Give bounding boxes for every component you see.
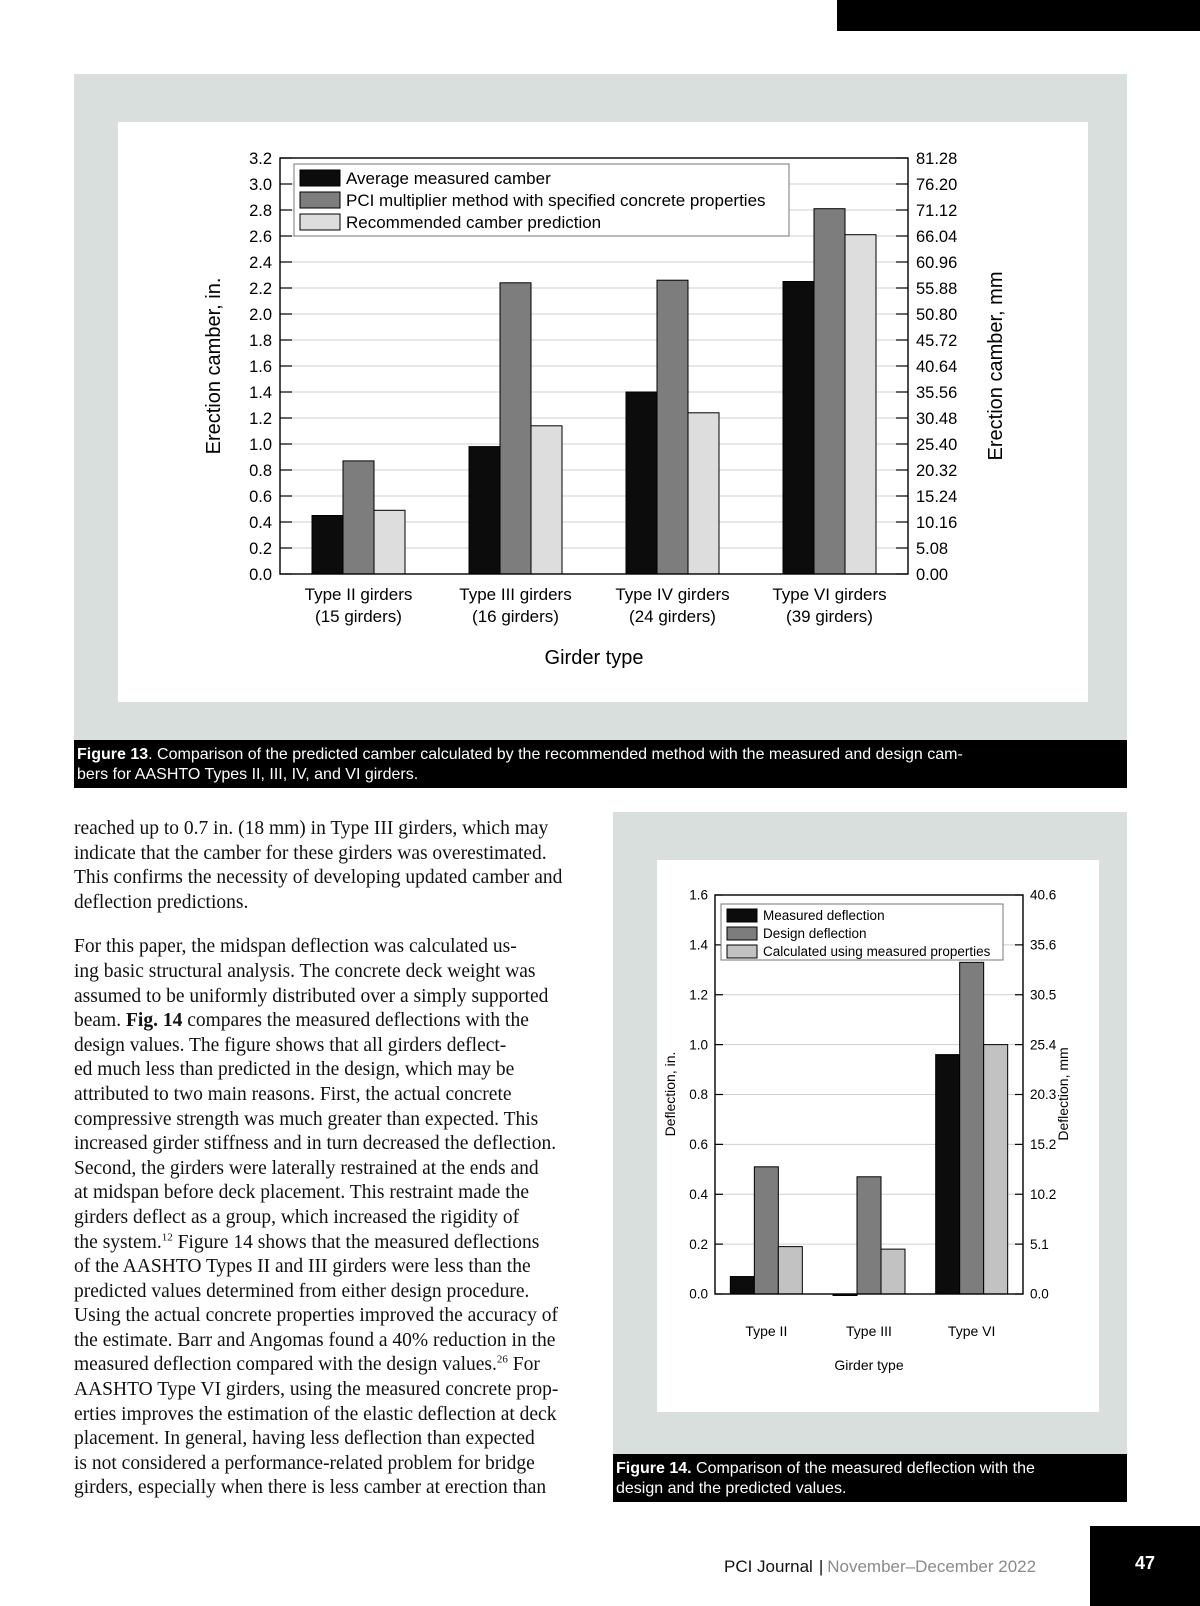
y-right-tick-label: 50.80 bbox=[916, 305, 958, 324]
bar bbox=[936, 1055, 960, 1294]
paragraph-1 bbox=[74, 817, 594, 915]
x-axis-title: Girder type bbox=[544, 647, 644, 669]
text-line: compressive strength was much greater than expected. This bbox=[74, 1108, 539, 1130]
text-line: Second, the girders were laterally restrained at the ends and bbox=[74, 1157, 539, 1179]
text-line: For this paper, the midspan deflection was calculated us- bbox=[74, 936, 517, 958]
legend-swatch bbox=[727, 927, 757, 940]
y-right-tick-label: 5.08 bbox=[916, 539, 949, 558]
y-right-tick-label: 76.20 bbox=[916, 175, 958, 194]
legend-label: Measured deflection bbox=[763, 908, 885, 923]
y-tick-label: 2.0 bbox=[249, 305, 272, 324]
figure-14-caption-label: Figure 14. bbox=[616, 1460, 692, 1477]
x-category-label: (39 girders) bbox=[786, 607, 873, 626]
text-line: predicted values determined from either design procedure. bbox=[74, 1280, 530, 1302]
y-tick-label: 1.2 bbox=[249, 409, 272, 428]
text-line bbox=[74, 1231, 594, 1256]
y-right-tick-label: 20.32 bbox=[916, 461, 958, 480]
bar bbox=[730, 1277, 754, 1294]
text-line: erties improves the estimation of the elastic deflection at deck bbox=[74, 1403, 557, 1425]
text-line: design values. The figure shows that all girders deflect- bbox=[74, 1034, 507, 1056]
y-right-tick-label: 45.72 bbox=[916, 331, 958, 350]
text-line: Using the actual concrete properties improved the accuracy of bbox=[74, 1305, 559, 1327]
text-run: Figure 14 shows that the measured deflections bbox=[172, 1231, 540, 1253]
text-run: beam. bbox=[74, 1010, 126, 1032]
bar bbox=[343, 461, 374, 574]
y-axis-title: Deflection, in. bbox=[662, 1051, 678, 1137]
figure-14-caption bbox=[613, 1454, 1127, 1502]
y-right-tick-label: 10.2 bbox=[1030, 1186, 1057, 1202]
bar bbox=[531, 426, 562, 574]
text-line: reached up to 0.7 in. (18 mm) in Type III girders, which may bbox=[74, 818, 549, 839]
y-right-axis-title: Erection camber, mm bbox=[985, 271, 1007, 461]
citation: 26 bbox=[496, 1353, 508, 1366]
x-category-label: Type III bbox=[846, 1323, 892, 1339]
text-line bbox=[74, 1353, 594, 1378]
text-line: ed much less than predicted in the design, which may be bbox=[74, 1059, 515, 1081]
bar bbox=[960, 962, 984, 1294]
y-tick-label: 0.8 bbox=[689, 1087, 708, 1103]
bar bbox=[312, 516, 343, 575]
text-line: of the AASHTO Types II and III girders were less than the bbox=[74, 1256, 531, 1278]
legend-swatch bbox=[300, 170, 340, 186]
bar bbox=[657, 280, 688, 574]
y-tick-label: 0.2 bbox=[689, 1236, 708, 1252]
legend-label: PCI multiplier method with specified concrete properties bbox=[346, 191, 766, 210]
figure-13-chart-box bbox=[118, 122, 1088, 702]
text-line: AASHTO Type VI girders, using the measured concrete prop- bbox=[74, 1379, 559, 1401]
bar bbox=[469, 447, 500, 574]
text-line: girders, especially when there is less camber at erection than bbox=[74, 1477, 547, 1499]
y-right-tick-label: 81.28 bbox=[916, 149, 958, 168]
figure-14-chart-box bbox=[657, 860, 1099, 1412]
x-category-label: Type II bbox=[745, 1323, 788, 1339]
y-right-tick-label: 25.40 bbox=[916, 435, 958, 454]
figure-13-caption-text: . Comparison of the predicted camber calculated by the recommended method with the measured and design cam- bbox=[148, 746, 963, 763]
y-tick-label: 0.2 bbox=[249, 539, 272, 558]
bar bbox=[754, 1167, 778, 1294]
y-tick-label: 2.2 bbox=[249, 279, 272, 298]
y-right-tick-label: 35.56 bbox=[916, 383, 958, 402]
figure-14-caption-text: Comparison of the measured deflection with the bbox=[691, 1460, 1035, 1477]
x-category-label: Type IV girders bbox=[615, 585, 730, 604]
bar bbox=[814, 209, 845, 574]
y-right-tick-label: 20.3 bbox=[1030, 1087, 1057, 1103]
text-line: is not considered a performance-related problem for bridge bbox=[74, 1452, 535, 1474]
y-tick-label: 2.8 bbox=[249, 201, 272, 220]
y-right-tick-label: 15.2 bbox=[1030, 1137, 1057, 1153]
journal-name: PCI Journal bbox=[724, 1557, 813, 1576]
paragraph-2 bbox=[74, 935, 594, 1501]
text-line: indicate that the camber for these girders was overestimated. bbox=[74, 842, 547, 864]
y-tick-label: 3.0 bbox=[249, 175, 272, 194]
y-right-tick-label: 66.04 bbox=[916, 227, 958, 246]
text-line: the estimate. Barr and Angomas found a 40% reduction in the bbox=[74, 1329, 556, 1351]
y-right-tick-label: 40.64 bbox=[916, 357, 958, 376]
legend-label: Calculated using measured properties bbox=[763, 944, 991, 959]
text-run: compares the measured deflections with the bbox=[182, 1010, 529, 1032]
legend-label: Average measured camber bbox=[346, 169, 551, 188]
x-category-label: (16 girders) bbox=[472, 607, 559, 626]
figure-reference: Fig. 14 bbox=[125, 1010, 183, 1032]
y-right-tick-label: 0.0 bbox=[1030, 1286, 1049, 1302]
bar bbox=[778, 1247, 802, 1294]
y-tick-label: 0.6 bbox=[689, 1137, 708, 1153]
y-tick-label: 1.0 bbox=[249, 435, 272, 454]
text-line: attributed to two main reasons. First, the actual concrete bbox=[74, 1083, 512, 1105]
y-tick-label: 2.4 bbox=[249, 253, 272, 272]
y-tick-label: 0.4 bbox=[249, 513, 272, 532]
bar bbox=[626, 392, 657, 574]
page-number: 47 bbox=[1090, 1526, 1200, 1606]
y-tick-label: 0.0 bbox=[249, 565, 272, 584]
figure-13-panel bbox=[74, 74, 1127, 740]
y-tick-label: 0.0 bbox=[689, 1286, 708, 1302]
body-text bbox=[74, 817, 594, 1501]
text-run: the system. bbox=[74, 1231, 162, 1253]
bar bbox=[857, 1177, 881, 1294]
text-run: For bbox=[507, 1354, 540, 1376]
x-category-label: Type VI bbox=[947, 1323, 996, 1339]
y-tick-label: 1.2 bbox=[689, 987, 708, 1003]
y-tick-label: 0.4 bbox=[689, 1186, 708, 1202]
y-right-tick-label: 30.48 bbox=[916, 409, 958, 428]
y-right-tick-label: 30.5 bbox=[1030, 987, 1057, 1003]
x-category-label: (24 girders) bbox=[629, 607, 716, 626]
y-tick-label: 2.6 bbox=[249, 227, 272, 246]
text-line: deflection predictions. bbox=[74, 891, 249, 913]
text-line: ing basic structural analysis. The concrete deck weight was bbox=[74, 960, 536, 982]
bar bbox=[688, 413, 719, 574]
y-tick-label: 1.8 bbox=[249, 331, 272, 350]
x-category-label: Type VI girders bbox=[772, 585, 887, 604]
y-right-tick-label: 60.96 bbox=[916, 253, 958, 272]
y-tick-label: 1.6 bbox=[689, 887, 708, 903]
footer-separator: | bbox=[818, 1557, 824, 1576]
figure-13-chart bbox=[118, 122, 1088, 702]
text-line: placement. In general, having less deflection than expected bbox=[74, 1428, 535, 1450]
y-right-axis-title: Deflection, mm bbox=[1055, 1047, 1071, 1141]
y-right-tick-label: 71.12 bbox=[916, 201, 958, 220]
legend-swatch bbox=[727, 909, 757, 922]
x-category-label: Type III girders bbox=[459, 585, 572, 604]
citation: 12 bbox=[161, 1231, 173, 1243]
text-line: increased girder stiffness and in turn decreased the deflection. bbox=[74, 1133, 557, 1155]
legend-swatch bbox=[300, 214, 340, 230]
issue-date: November–December 2022 bbox=[827, 1557, 1037, 1576]
x-axis-title: Girder type bbox=[834, 1357, 904, 1373]
y-right-tick-label: 5.1 bbox=[1030, 1236, 1049, 1252]
legend-label: Recommended camber prediction bbox=[346, 213, 602, 232]
text-line: at midspan before deck placement. This restraint made the bbox=[74, 1182, 530, 1204]
bar bbox=[783, 282, 814, 575]
figure-13-caption-label: Figure 13 bbox=[77, 746, 149, 763]
y-tick-label: 1.0 bbox=[689, 1037, 708, 1053]
y-right-tick-label: 40.6 bbox=[1030, 887, 1057, 903]
text-line: This confirms the necessity of developing updated camber and bbox=[74, 867, 563, 889]
y-tick-label: 0.8 bbox=[249, 461, 272, 480]
footer bbox=[724, 1557, 1036, 1577]
y-tick-label: 1.6 bbox=[249, 357, 272, 376]
legend-label: Design deflection bbox=[763, 926, 867, 941]
text-line: girders deflect as a group, which increased the rigidity of bbox=[74, 1206, 520, 1228]
y-tick-label: 1.4 bbox=[249, 383, 272, 402]
bar bbox=[984, 1045, 1008, 1294]
y-tick-label: 3.2 bbox=[249, 149, 272, 168]
figure-14-chart bbox=[657, 860, 1099, 1412]
top-bar bbox=[837, 0, 1200, 31]
y-tick-label: 1.4 bbox=[689, 937, 708, 953]
figure-13-caption bbox=[74, 740, 1127, 788]
text-run: measured deflection compared with the design values. bbox=[74, 1354, 497, 1376]
figure-13-caption-text-2: bers for AASHTO Types II, III, IV, and VI girders. bbox=[77, 766, 419, 783]
x-category-label: (15 girders) bbox=[315, 607, 402, 626]
y-right-tick-label: 10.16 bbox=[916, 513, 958, 532]
y-right-tick-label: 0.00 bbox=[916, 565, 949, 584]
y-right-tick-label: 35.6 bbox=[1030, 937, 1057, 953]
text-line: assumed to be uniformly distributed over a simply supported bbox=[74, 985, 549, 1007]
x-category-label: Type II girders bbox=[304, 585, 413, 604]
y-right-tick-label: 55.88 bbox=[916, 279, 958, 298]
y-right-tick-label: 25.4 bbox=[1030, 1037, 1057, 1053]
figure-14-panel bbox=[613, 812, 1127, 1454]
y-axis-title: Erection camber, in. bbox=[203, 277, 225, 455]
legend-swatch bbox=[300, 192, 340, 208]
bar bbox=[374, 510, 405, 574]
bar bbox=[881, 1249, 905, 1294]
y-right-tick-label: 15.24 bbox=[916, 487, 958, 506]
figure-14-caption-text-2: design and the predicted values. bbox=[616, 1480, 847, 1497]
text-line bbox=[74, 1009, 594, 1034]
legend-swatch bbox=[727, 945, 757, 958]
bar bbox=[500, 283, 531, 574]
y-tick-label: 0.6 bbox=[249, 487, 272, 506]
bar bbox=[845, 235, 876, 574]
